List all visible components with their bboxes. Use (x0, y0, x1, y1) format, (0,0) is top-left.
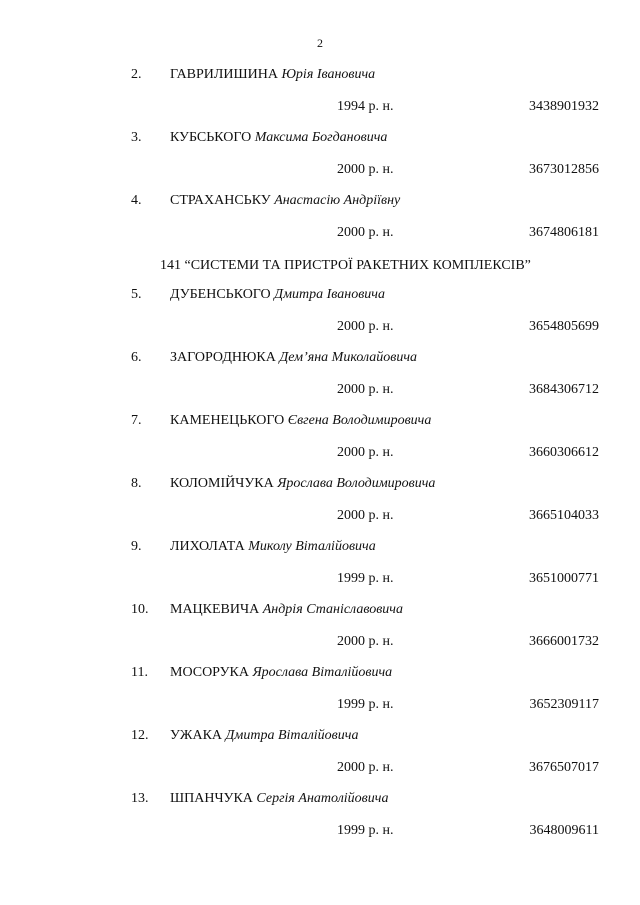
entry-given-names: Миколу Віталійовича (248, 539, 376, 554)
entry-tax-code: 3666001732 (529, 634, 599, 649)
entry-number: 12. (131, 728, 149, 743)
entry-birth-year: 2000 р. н. (337, 508, 394, 523)
entry-number: 9. (131, 539, 142, 554)
entry-number: 10. (131, 602, 149, 617)
list-item (0, 410, 640, 473)
entry-number: 13. (131, 791, 149, 806)
entry-tax-code: 3673012856 (529, 162, 599, 177)
list-item (0, 190, 640, 253)
entry-birth-year: 2000 р. н. (337, 445, 394, 460)
list-item (0, 473, 640, 536)
entry-tax-code: 3651000771 (529, 571, 599, 586)
entry-surname: КУБСЬКОГО (170, 130, 252, 145)
entry-number: 6. (131, 350, 142, 365)
entry-birth-year: 1994 р. н. (337, 99, 394, 114)
list-item (0, 662, 640, 725)
entry-surname: КОЛОМІЙЧУКА (170, 476, 274, 491)
entry-birth-year: 1999 р. н. (337, 823, 394, 838)
entry-number: 5. (131, 287, 142, 302)
entry-given-names: Євгена Володимировича (287, 413, 432, 428)
entry-surname: ЛИХОЛАТА (170, 539, 245, 554)
list-item (0, 536, 640, 599)
section-heading (0, 253, 640, 284)
entry-given-names: Анастасію Андріївну (274, 193, 401, 208)
entry-surname: МОСОРУКА (170, 665, 249, 680)
list-item (0, 284, 640, 347)
entry-birth-year: 2000 р. н. (337, 225, 394, 240)
entry-given-names: Ярослава Віталійовича (252, 665, 393, 680)
entry-number: 7. (131, 413, 142, 428)
entry-birth-year: 2000 р. н. (337, 319, 394, 334)
list-item (0, 725, 640, 788)
entry-given-names: Сергія Анатолійовича (256, 791, 389, 806)
list-item (0, 347, 640, 410)
entry-surname: ДУБЕНСЬКОГО (170, 287, 271, 302)
entry-given-names: Максима Богдановича (254, 130, 388, 145)
entry-number: 4. (131, 193, 142, 208)
entry-given-names: Ярослава Володимировича (277, 476, 436, 491)
page-number: 2 (317, 36, 323, 50)
entry-number: 2. (131, 67, 142, 82)
entry-birth-year: 2000 р. н. (337, 382, 394, 397)
entry-surname: ЗАГОРОДНЮКА (170, 350, 276, 365)
entry-surname: МАЦКЕВИЧА (170, 602, 260, 617)
entry-tax-code: 3676507017 (529, 760, 599, 775)
entry-given-names: Андрія Станіславовича (262, 602, 403, 617)
entry-given-names: Дмитра Івановича (274, 287, 385, 302)
entry-tax-code: 3648009611 (529, 823, 599, 838)
entry-surname: КАМЕНЕЦЬКОГО (170, 413, 285, 428)
entry-list (0, 64, 640, 851)
entry-surname: ШПАНЧУКА (170, 791, 253, 806)
entry-birth-year: 1999 р. н. (337, 697, 394, 712)
list-item (0, 127, 640, 190)
entry-surname: УЖАКА (170, 728, 223, 743)
entry-tax-code: 3665104033 (529, 508, 599, 523)
section-title: 141 “СИСТЕМИ ТА ПРИСТРОЇ РАКЕТНИХ КОМПЛЕКСІВ” (160, 258, 531, 273)
list-item (0, 599, 640, 662)
list-item (0, 788, 640, 851)
entry-surname: ГАВРИЛИШИНА (170, 67, 278, 82)
entry-tax-code: 3438901932 (529, 99, 599, 114)
entry-tax-code: 3652309117 (529, 697, 599, 712)
entry-number: 8. (131, 476, 142, 491)
entry-given-names: Дмитра Віталійовича (225, 728, 359, 743)
entry-tax-code: 3660306612 (529, 445, 599, 460)
entry-tax-code: 3654805699 (529, 319, 599, 334)
entry-number: 11. (131, 665, 148, 680)
entry-tax-code: 3674806181 (529, 225, 599, 240)
entry-given-names: Дем’яна Миколайовича (279, 350, 418, 365)
entry-birth-year: 1999 р. н. (337, 571, 394, 586)
entry-number: 3. (131, 130, 142, 145)
entry-birth-year: 2000 р. н. (337, 760, 394, 775)
entry-birth-year: 2000 р. н. (337, 162, 394, 177)
list-item (0, 64, 640, 127)
entry-birth-year: 2000 р. н. (337, 634, 394, 649)
entry-tax-code: 3684306712 (529, 382, 599, 397)
entry-surname: СТРАХАНСЬКУ (170, 193, 271, 208)
entry-given-names: Юрія Івановича (281, 67, 376, 82)
